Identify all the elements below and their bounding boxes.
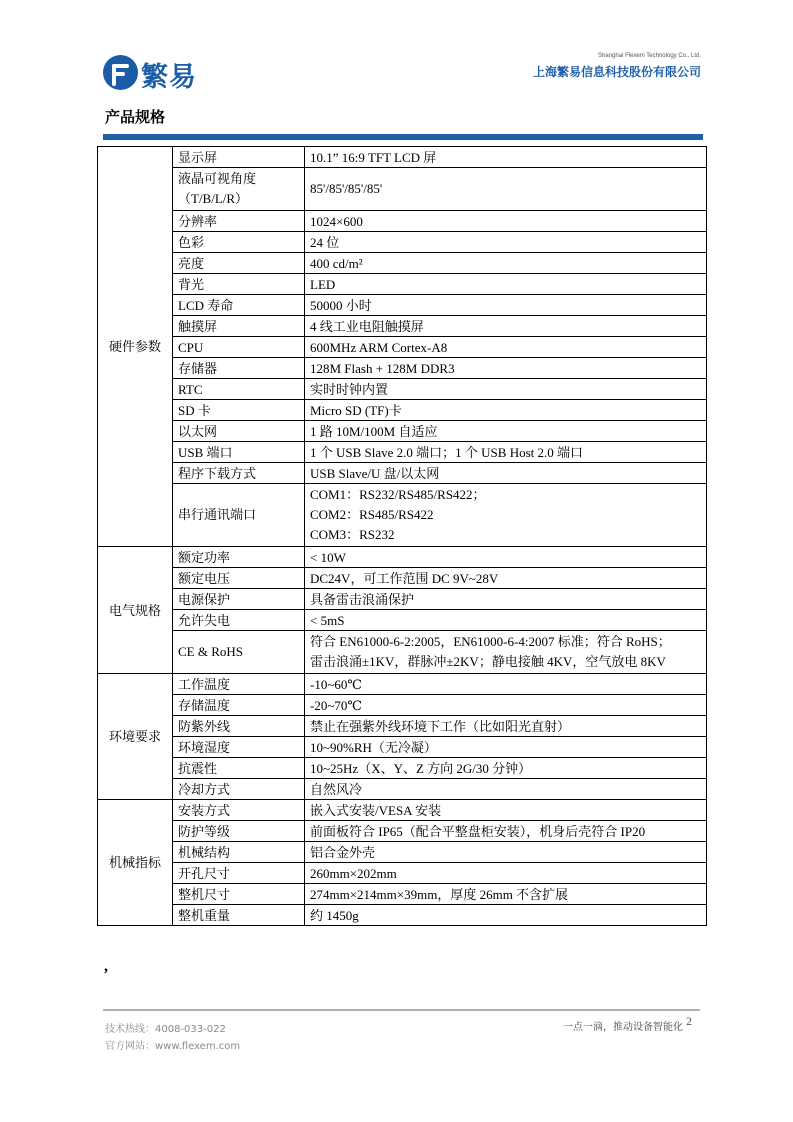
spec-value: 约 1450g [305,905,707,926]
spec-value: 50000 小时 [305,295,707,316]
spec-value: 1 路 10M/100M 自适应 [305,421,707,442]
spec-row [98,147,707,168]
spec-value: 1 个 USB Slave 2.0 端口；1 个 USB Host 2.0 端口 [305,442,707,463]
spec-label: 液晶可视角度 （T/B/L/R） [173,168,305,211]
spec-value: COM1：RS232/RS485/RS422； COM2：RS485/RS422 COM3：RS232 [305,484,707,547]
spec-label: CPU [173,337,305,358]
spec-group-name: 电气规格 [98,547,173,674]
spec-value: < 5mS [305,610,707,631]
spec-label: 安装方式 [173,800,305,821]
spec-label: 防护等级 [173,821,305,842]
spec-value: USB Slave/U 盘/以太网 [305,463,707,484]
spec-row [98,421,707,442]
spec-value: Micro SD (TF)卡 [305,400,707,421]
spec-row [98,463,707,484]
flexem-logo-icon [103,55,138,90]
spec-value: 符合 EN61000-6-2:2005，EN61000-6-4:2007 标准；符合 RoHS； 雷击浪涌±1KV，群脉冲±2KV；静电接触 4KV，空气放电 8KV [305,631,707,674]
spec-row [98,484,707,547]
spec-label: 触摸屏 [173,316,305,337]
spec-row [98,737,707,758]
spec-row [98,358,707,379]
spec-label: 亮度 [173,253,305,274]
spec-label: 额定电压 [173,568,305,589]
spec-row [98,610,707,631]
spec-label: 程序下载方式 [173,463,305,484]
spec-label: 冷却方式 [173,779,305,800]
spec-row [98,863,707,884]
spec-value: 4 线工业电阻触摸屏 [305,316,707,337]
spec-value: 前面板符合 IP65（配合平整盘柜安装），机身后壳符合 IP20 [305,821,707,842]
spec-label: 开孔尺寸 [173,863,305,884]
spec-label: 额定功率 [173,547,305,568]
spec-value: 600MHz ARM Cortex-A8 [305,337,707,358]
spec-label: LCD 寿命 [173,295,305,316]
spec-label: 整机尺寸 [173,884,305,905]
spec-value: DC24V，可工作范围 DC 9V~28V [305,568,707,589]
spec-row [98,821,707,842]
spec-table [97,146,707,926]
spec-row [98,779,707,800]
spec-row [98,589,707,610]
spec-value: 具备雷击浪涌保护 [305,589,707,610]
spec-label: 存储器 [173,358,305,379]
spec-value: -20~70℃ [305,695,707,716]
spec-row [98,400,707,421]
spec-row [98,379,707,400]
spec-value: 260mm×202mm [305,863,707,884]
stray-mark: , [104,958,108,975]
spec-label: 色彩 [173,232,305,253]
spec-value: < 10W [305,547,707,568]
spec-label: RTC [173,379,305,400]
company-name-cn: 上海繁易信息科技股份有限公司 [532,65,701,79]
spec-row [98,674,707,695]
spec-label: 显示屏 [173,147,305,168]
spec-value: 1024×600 [305,211,707,232]
spec-value: 实时时钟内置 [305,379,707,400]
spec-row [98,800,707,821]
spec-value: 自然风冷 [305,779,707,800]
spec-row [98,884,707,905]
spec-row [98,253,707,274]
spec-value: 24 位 [305,232,707,253]
spec-label: 环境湿度 [173,737,305,758]
spec-label: 以太网 [173,421,305,442]
spec-value: 85'/85'/85'/85' [305,168,707,211]
footer-website: 官方网站：www.flexem.com [105,1041,241,1052]
spec-label: 防紫外线 [173,716,305,737]
spec-table-body [98,147,707,926]
spec-row [98,695,707,716]
spec-label: 机械结构 [173,842,305,863]
company-name-en: Shanghai Flexem Technology Co., Ltd. [598,53,701,59]
spec-row [98,211,707,232]
spec-group-name: 环境要求 [98,674,173,800]
flexem-logo [103,55,203,91]
spec-row [98,168,707,211]
spec-label: 整机重量 [173,905,305,926]
spec-value: 铝合金外壳 [305,842,707,863]
spec-row [98,274,707,295]
spec-label: 工作温度 [173,674,305,695]
spec-value: 10~25Hz（X、Y、Z 方向 2G/30 分钟） [305,758,707,779]
spec-row [98,442,707,463]
spec-group-name: 硬件参数 [98,147,173,547]
spec-group-name: 机械指标 [98,800,173,926]
spec-row [98,716,707,737]
spec-label: CE & RoHS [173,631,305,674]
spec-label: SD 卡 [173,400,305,421]
spec-row [98,758,707,779]
spec-value: 128M Flash + 128M DDR3 [305,358,707,379]
spec-label: 电源保护 [173,589,305,610]
spec-value: 274mm×214mm×39mm，厚度 26mm 不含扩展 [305,884,707,905]
spec-label: 分辨率 [173,211,305,232]
spec-label: USB 端口 [173,442,305,463]
footer-rule [103,1009,700,1011]
spec-value: 400 cd/m² [305,253,707,274]
footer-hotline: 技术热线：4008-033-022 [105,1024,226,1035]
spec-value: LED [305,274,707,295]
spec-value: 10.1” 16:9 TFT LCD 屏 [305,147,707,168]
logo-text: 繁易 [141,62,197,93]
spec-row [98,547,707,568]
title-rule [103,134,703,140]
spec-row [98,232,707,253]
page-number: 2 [686,1014,692,1028]
spec-row [98,295,707,316]
spec-label: 串行通讯端口 [173,484,305,547]
spec-row [98,337,707,358]
spec-row [98,631,707,674]
spec-label: 背光 [173,274,305,295]
section-title: 产品规格 [105,108,166,126]
spec-label: 允许失电 [173,610,305,631]
spec-label: 抗震性 [173,758,305,779]
spec-row [98,316,707,337]
spec-label: 存储温度 [173,695,305,716]
spec-value: 禁止在强紫外线环境下工作（比如阳光直射） [305,716,707,737]
spec-value: 嵌入式安装/VESA 安装 [305,800,707,821]
spec-row [98,568,707,589]
spec-value: 10~90%RH（无冷凝） [305,737,707,758]
footer-slogan: 一点一滴，推动设备智能化 [563,1022,683,1033]
spec-row [98,842,707,863]
spec-value: -10~60℃ [305,674,707,695]
spec-row [98,905,707,926]
